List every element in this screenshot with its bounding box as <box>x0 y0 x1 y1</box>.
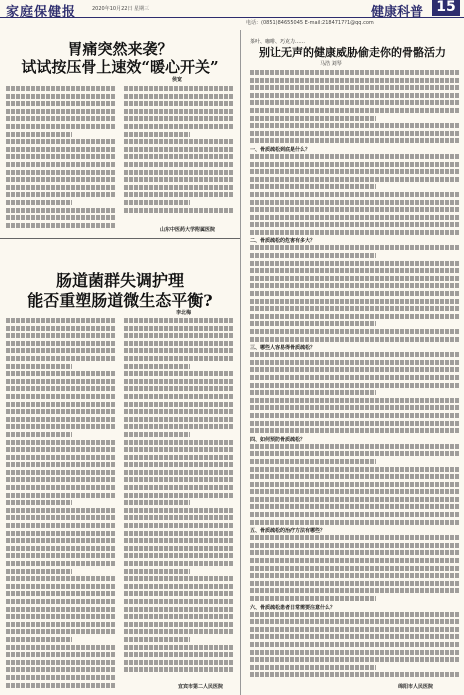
text-line <box>250 581 460 586</box>
text-line <box>6 326 116 331</box>
text-line <box>250 573 460 578</box>
text-line <box>250 192 460 197</box>
text-line <box>124 440 234 445</box>
text-line <box>6 356 116 361</box>
text-line <box>6 675 116 680</box>
text-line <box>250 299 460 304</box>
text-line <box>124 553 234 558</box>
text-line <box>124 417 234 422</box>
text-line <box>124 485 234 490</box>
text-line <box>6 348 116 353</box>
text-line <box>6 379 116 384</box>
text-line <box>124 356 234 361</box>
text-line <box>250 169 460 174</box>
text-line <box>250 489 460 494</box>
text-line <box>6 185 116 190</box>
text-line <box>124 576 234 581</box>
text-line <box>250 550 460 555</box>
article-source: 绵阳市人民医院 <box>398 684 434 690</box>
text-line <box>250 535 460 540</box>
text-line <box>250 634 460 639</box>
text-line <box>6 485 116 490</box>
text-line <box>6 402 116 407</box>
text-line <box>124 139 234 144</box>
text-line <box>124 538 234 543</box>
article-body-column <box>124 318 234 676</box>
text-line <box>6 147 116 152</box>
text-line <box>6 629 116 634</box>
text-line <box>250 367 460 372</box>
text-line <box>124 86 234 91</box>
text-line <box>250 78 460 83</box>
text-line <box>124 162 234 167</box>
text-line <box>250 268 460 273</box>
text-line <box>250 230 460 235</box>
article-author: 李北梅 <box>176 310 192 316</box>
text-line <box>250 116 376 121</box>
text-line <box>250 482 460 487</box>
article-body-column <box>250 70 460 678</box>
text-line <box>6 591 116 596</box>
article-body-column <box>6 86 116 228</box>
text-line <box>250 504 460 509</box>
text-line <box>124 629 234 634</box>
text-line <box>6 440 116 445</box>
text-line <box>124 109 234 114</box>
newspaper-masthead: 家庭保健报 <box>6 5 77 20</box>
text-line <box>6 94 116 99</box>
text-line <box>250 612 460 617</box>
text-line <box>250 154 460 159</box>
text-line <box>124 177 234 182</box>
text-line <box>6 333 116 338</box>
text-line <box>250 131 460 136</box>
section-title: 健康科普 <box>371 5 424 20</box>
text-line <box>124 645 234 650</box>
text-line <box>124 462 234 467</box>
text-line <box>6 154 116 159</box>
text-line <box>250 360 460 365</box>
article-body-column <box>6 318 116 690</box>
text-line <box>6 553 116 558</box>
text-line <box>250 108 460 113</box>
text-line <box>6 424 116 429</box>
text-line <box>250 314 460 319</box>
text-line <box>124 154 234 159</box>
text-line <box>250 672 460 677</box>
text-line <box>6 170 116 175</box>
text-line <box>250 398 460 403</box>
article-subheading: 六、骨质疏松患者日常需要注意什么？ <box>250 604 336 611</box>
text-line <box>250 200 460 205</box>
text-line <box>250 467 460 472</box>
text-line <box>250 184 376 189</box>
text-line <box>6 208 116 213</box>
issue-date: 2020年10月22日 星期三 <box>92 6 150 12</box>
text-line <box>124 667 234 672</box>
text-line <box>6 109 116 114</box>
text-line <box>6 86 116 91</box>
text-line <box>124 394 234 399</box>
text-line <box>250 421 460 426</box>
text-line <box>124 200 190 205</box>
text-line <box>6 569 72 574</box>
text-line <box>124 101 234 106</box>
text-line <box>124 379 234 384</box>
article-source: 宜宾市第二人民医院 <box>178 684 224 690</box>
text-line <box>250 253 376 258</box>
text-line <box>6 455 116 460</box>
text-line <box>6 364 72 369</box>
text-line <box>6 162 116 167</box>
text-line <box>124 116 234 121</box>
text-line <box>250 383 460 388</box>
article-title-line1: 胃痛突然来袭？ <box>67 40 173 58</box>
text-line <box>124 341 234 346</box>
text-line <box>250 215 460 220</box>
text-line <box>124 348 234 353</box>
text-line <box>124 170 234 175</box>
text-line <box>6 645 116 650</box>
text-line <box>250 558 460 563</box>
text-line <box>124 386 234 391</box>
text-line <box>250 70 460 75</box>
text-line <box>124 515 234 520</box>
text-line <box>124 432 190 437</box>
text-line <box>124 326 234 331</box>
text-line <box>250 588 460 593</box>
text-line <box>6 192 116 197</box>
text-line <box>250 390 376 395</box>
text-line <box>250 642 460 647</box>
text-line <box>6 622 116 627</box>
text-line <box>124 637 190 642</box>
text-line <box>6 462 116 467</box>
text-line <box>124 607 234 612</box>
contact-info: 电话：(0851)84655045 E-mail:2184717?1@qq.com <box>246 20 374 26</box>
text-line <box>250 222 460 227</box>
text-line <box>250 543 460 548</box>
text-line <box>124 546 234 551</box>
text-line <box>250 405 460 410</box>
text-line <box>6 432 72 437</box>
text-line <box>6 683 116 688</box>
text-line <box>6 318 116 323</box>
text-line <box>250 207 460 212</box>
text-line <box>6 614 116 619</box>
article-author: 侯宽 <box>172 77 183 83</box>
text-line <box>250 329 460 334</box>
text-line <box>250 352 460 357</box>
text-line <box>250 512 460 517</box>
text-line <box>124 477 234 482</box>
text-line <box>250 596 376 601</box>
text-line <box>124 652 234 657</box>
text-line <box>124 333 234 338</box>
text-line <box>250 85 460 90</box>
text-line <box>6 599 116 604</box>
text-line <box>250 337 460 342</box>
text-line <box>124 584 234 589</box>
text-line <box>250 444 460 449</box>
text-line <box>6 132 72 137</box>
article-title: 别让无声的健康威胁偷走你的骨骼活力 <box>259 46 446 59</box>
text-line <box>6 101 116 106</box>
article-body-column <box>124 86 234 218</box>
text-line <box>250 619 460 624</box>
text-line <box>124 622 234 627</box>
text-line <box>124 424 234 429</box>
text-line <box>124 569 190 574</box>
text-line <box>124 364 190 369</box>
text-line <box>6 538 116 543</box>
text-line <box>250 375 460 380</box>
text-line <box>124 132 190 137</box>
article-subheading: 四、如何预防骨质疏松？ <box>250 436 306 443</box>
text-line <box>124 660 234 665</box>
text-line <box>6 667 116 672</box>
text-line <box>6 409 116 414</box>
text-line <box>250 474 460 479</box>
text-line <box>250 520 460 525</box>
text-line <box>124 614 234 619</box>
text-line <box>250 413 460 418</box>
text-line <box>250 291 460 296</box>
article-subheading: 一、骨质疏松到底是什么？ <box>250 146 311 153</box>
text-line <box>6 139 116 144</box>
text-line <box>6 584 116 589</box>
text-line <box>6 417 116 422</box>
text-line <box>124 124 234 129</box>
article-divider <box>0 238 240 239</box>
text-line <box>250 321 376 326</box>
text-line <box>250 138 460 143</box>
text-line <box>124 447 234 452</box>
text-line <box>124 402 234 407</box>
text-line <box>6 223 116 228</box>
text-line <box>250 306 460 311</box>
text-line <box>250 566 460 571</box>
article-subheading: 五、骨质疏松的治疗方法有哪些？ <box>250 528 326 535</box>
text-line <box>250 261 460 266</box>
article-source: 山东中医药大学附属医院 <box>160 227 216 233</box>
column-divider <box>240 30 241 695</box>
text-line <box>124 470 234 475</box>
text-line <box>6 500 72 505</box>
text-line <box>6 177 116 182</box>
text-line <box>124 371 234 376</box>
text-line <box>6 576 116 581</box>
text-line <box>6 215 116 220</box>
text-line <box>124 508 234 513</box>
text-line <box>250 650 460 655</box>
text-line <box>250 123 460 128</box>
text-line <box>124 599 234 604</box>
text-line <box>124 147 234 152</box>
article-title-line1: 肠道菌群失调护理 <box>55 271 184 290</box>
text-line <box>6 637 72 642</box>
text-line <box>250 657 460 662</box>
text-line <box>124 455 234 460</box>
text-line <box>6 546 116 551</box>
text-line <box>124 409 234 414</box>
text-line <box>124 208 234 213</box>
article-author: 马浩 刘琴 <box>320 61 342 67</box>
text-line <box>124 591 234 596</box>
text-line <box>6 341 116 346</box>
text-line <box>6 371 116 376</box>
text-line <box>250 451 460 456</box>
article-kicker: 茶叶、咖啡、巧克力…… <box>250 39 306 45</box>
text-line <box>250 627 460 632</box>
page-number: 15 <box>432 0 460 16</box>
text-line <box>6 652 116 657</box>
text-line <box>250 276 460 281</box>
text-line <box>250 245 460 250</box>
text-line <box>250 177 460 182</box>
text-line <box>124 561 234 566</box>
text-line <box>6 607 116 612</box>
article-subheading: 二、骨质疏松的危害有多大？ <box>250 238 316 245</box>
text-line <box>124 531 234 536</box>
text-line <box>6 660 116 665</box>
text-line <box>6 531 116 536</box>
text-line <box>6 508 116 513</box>
text-line <box>124 192 234 197</box>
text-line <box>124 185 234 190</box>
text-line <box>6 200 72 205</box>
text-line <box>250 283 460 288</box>
text-line <box>124 318 234 323</box>
text-line <box>250 100 460 105</box>
article-title-line2: 试试按压骨上速效“暖心开关” <box>21 58 219 76</box>
text-line <box>124 500 190 505</box>
text-line <box>250 162 460 167</box>
text-line <box>6 447 116 452</box>
text-line <box>124 493 234 498</box>
article-title-line2: 能否重塑肠道微生态平衡? <box>27 291 213 310</box>
text-line <box>250 459 376 464</box>
text-line <box>6 523 116 528</box>
text-line <box>6 394 116 399</box>
text-line <box>250 93 460 98</box>
text-line <box>6 116 116 121</box>
text-line <box>124 94 234 99</box>
article-subheading: 三、哪些人容易得骨质疏松？ <box>250 345 316 352</box>
text-line <box>6 493 116 498</box>
text-line <box>6 470 116 475</box>
text-line <box>124 523 234 528</box>
text-line <box>6 477 116 482</box>
text-line <box>250 428 460 433</box>
text-line <box>6 124 116 129</box>
text-line <box>6 561 116 566</box>
text-line <box>250 665 376 670</box>
text-line <box>6 386 116 391</box>
text-line <box>250 497 460 502</box>
text-line <box>6 515 116 520</box>
